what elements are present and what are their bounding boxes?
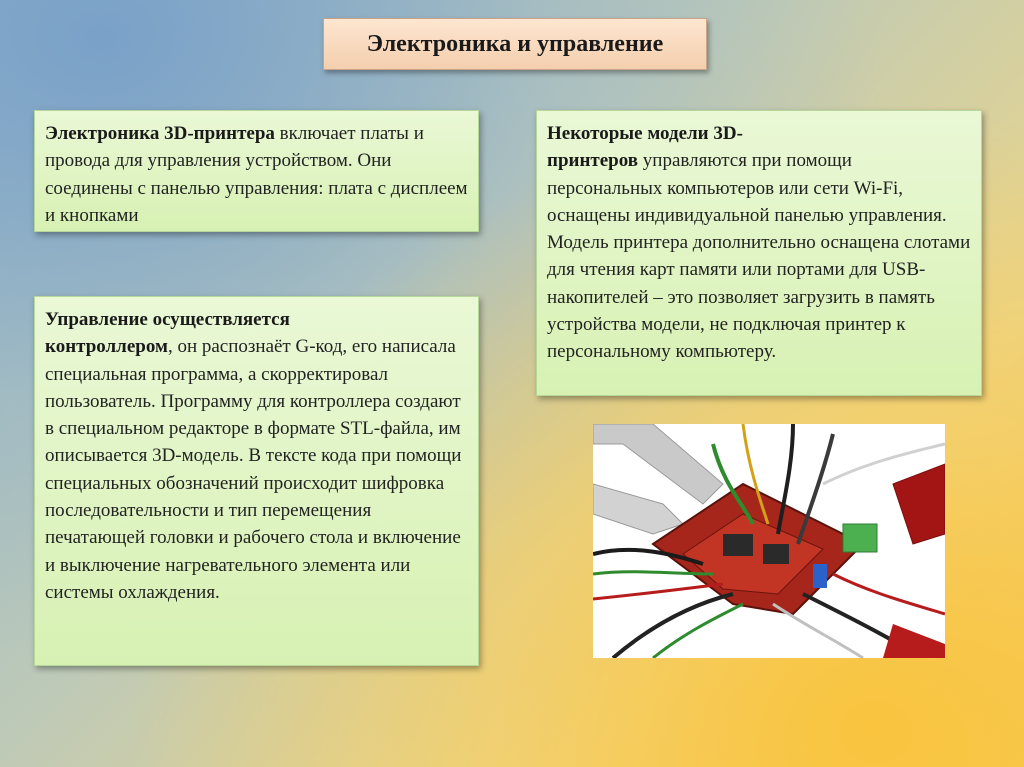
control-panel-heading-2: контроллером [45, 336, 168, 358]
control-panel-heading-1: Управление осуществляется [45, 309, 290, 330]
electronics-panel-heading: Электроника 3D-принтера [45, 123, 275, 144]
models-panel-heading-2: принтеров [547, 150, 639, 172]
models-panel [536, 110, 982, 396]
control-panel-text: , он распознаёт G-код, его написала специальная программа, а скорректировал пользователь. Программу для контроллера создают в специальном редакторе в формате STL-файла, им описывается 3D-модель. В тексте кода при помощи специальных обозначений происходит шифровка последовательности и тип перемещения печатающей головки и рабочего стола и включение и выключение нагревательного элемента или системы охлаждения. [45, 336, 462, 603]
electronics-panel [34, 110, 479, 232]
electronics-board-illustration [593, 424, 945, 658]
electronics-board-photo [593, 424, 945, 658]
slide-title-text: Электроника и управление [366, 30, 664, 57]
slide-title [323, 18, 707, 70]
models-panel-heading-1: Некоторые модели 3D- [547, 123, 743, 144]
electronics-panel-text: включает платы и провода для управления устройством. Они соединены с панелью управления: плата с дисплеем и кнопками [45, 123, 468, 226]
control-panel [34, 296, 479, 666]
models-panel-text: управляются при помощи персональных компьютеров или сети Wi-Fi, оснащены индивидуальной панелью управления. Модель принтера дополнительно оснащена слотами для чтения карт памяти или портами для USB-накопителей – это позволяет загрузить в память устройства модели, не подключая принтер к персональному компьютеру. [547, 150, 971, 363]
